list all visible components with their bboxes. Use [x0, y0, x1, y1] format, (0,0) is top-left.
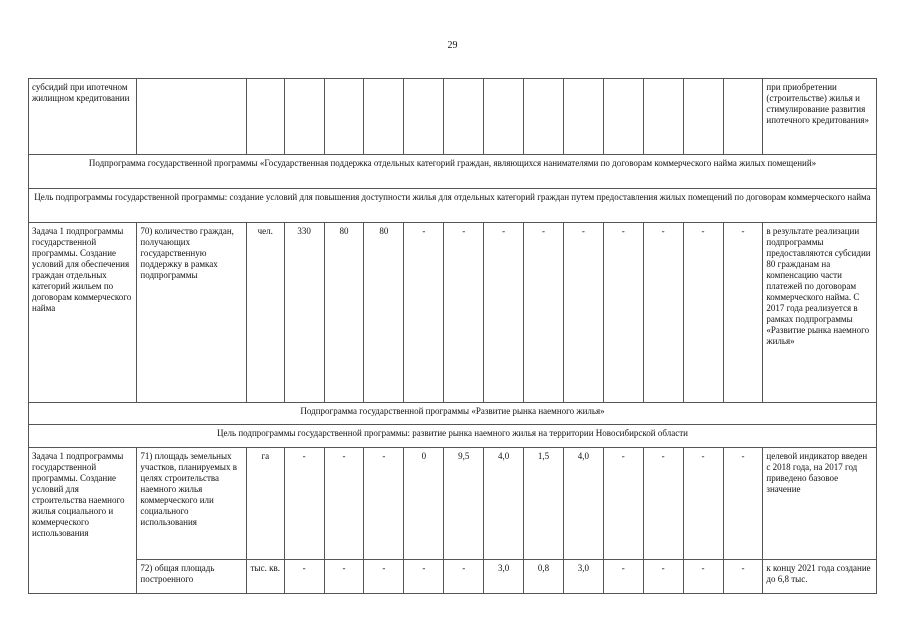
- indicators-table: [28, 78, 877, 594]
- note-cell: в результате реализации подпрограммы предоставляются субсидии 80 гражданам на компенсацию части платежей по договорам коммерческого найма. С 2017 года реализуется в рамках подпрограммы «Развитие рынка наемного жилья»: [763, 223, 877, 403]
- value-cell: -: [683, 223, 723, 403]
- empty-cell: [723, 79, 763, 155]
- value-cell: 80: [324, 223, 364, 403]
- value-cell: -: [603, 448, 643, 560]
- page-number: 29: [447, 40, 458, 51]
- goal-text: Цель подпрограммы государственной программы: создание условий для повышения доступности жилья для отдельных категорий граждан путем предоставления жилых помещений по договорам коммерческого найма: [29, 189, 877, 223]
- empty-cell: [324, 79, 364, 155]
- note-cell: к концу 2021 года создание до 6,8 тыс.: [763, 560, 877, 594]
- table-row: [29, 448, 877, 560]
- empty-cell: [524, 79, 564, 155]
- value-cell: -: [643, 560, 683, 594]
- task-cell: субсидий при ипотечном жилищном кредитовании: [29, 79, 137, 155]
- value-cell: -: [723, 448, 763, 560]
- value-cell: -: [643, 223, 683, 403]
- value-cell: 0: [404, 448, 444, 560]
- task-cell: Задача 1 подпрограммы государственной программы. Создание условий для обеспечения граждан отдельных категорий жильем по договорам коммерческого найма: [29, 223, 137, 403]
- empty-cell: [683, 79, 723, 155]
- empty-cell: [404, 79, 444, 155]
- unit-cell: тыс. кв.: [246, 560, 284, 594]
- table-row: [29, 223, 877, 403]
- value-cell: 0,8: [524, 560, 564, 594]
- value-cell: 4,0: [484, 448, 524, 560]
- value-cell: 1,5: [524, 448, 564, 560]
- subprogram-header-row: [29, 155, 877, 189]
- value-cell: 330: [284, 223, 324, 403]
- unit-cell: га: [246, 448, 284, 560]
- value-cell: -: [404, 560, 444, 594]
- empty-cell: [137, 79, 246, 155]
- unit-cell: чел.: [246, 223, 284, 403]
- value-cell: 3,0: [563, 560, 603, 594]
- goal-text: Цель подпрограммы государственной программы: развитие рынка наемного жилья на территории Новосибирской области: [29, 425, 877, 448]
- value-cell: -: [444, 560, 484, 594]
- value-cell: -: [364, 448, 404, 560]
- table-row: [29, 79, 877, 155]
- goal-row: [29, 425, 877, 448]
- indicator-cell: 71) площадь земельных участков, планируемых в целях строительства наемного жилья коммерческого или социального использования: [137, 448, 246, 560]
- note-cell: целевой индикатор введен с 2018 года, на 2017 год приведено базовое значение: [763, 448, 877, 560]
- value-cell: -: [683, 448, 723, 560]
- subprogram-header-row: [29, 403, 877, 425]
- subprogram-title: Подпрограмма государственной программы «Развитие рынка наемного жилья»: [29, 403, 877, 425]
- empty-cell: [444, 79, 484, 155]
- empty-cell: [364, 79, 404, 155]
- task-cell: Задача 1 подпрограммы государственной программы. Создание условий для строительства наемного жилья социального и коммерческого использования: [29, 448, 137, 594]
- value-cell: -: [404, 223, 444, 403]
- goal-row: [29, 189, 877, 223]
- value-cell: 3,0: [484, 560, 524, 594]
- table-row: [29, 560, 877, 594]
- value-cell: -: [603, 223, 643, 403]
- value-cell: -: [723, 560, 763, 594]
- empty-cell: [284, 79, 324, 155]
- value-cell: -: [643, 448, 683, 560]
- value-cell: 80: [364, 223, 404, 403]
- value-cell: -: [524, 223, 564, 403]
- value-cell: -: [603, 560, 643, 594]
- value-cell: -: [284, 448, 324, 560]
- indicator-cell: 72) общая площадь построенного: [137, 560, 246, 594]
- value-cell: -: [723, 223, 763, 403]
- value-cell: -: [324, 448, 364, 560]
- value-cell: -: [284, 560, 324, 594]
- value-cell: 4,0: [563, 448, 603, 560]
- empty-cell: [246, 79, 284, 155]
- indicator-cell: 70) количество граждан, получающих государственную поддержку в рамках подпрограммы: [137, 223, 246, 403]
- empty-cell: [603, 79, 643, 155]
- value-cell: -: [364, 560, 404, 594]
- empty-cell: [484, 79, 524, 155]
- value-cell: -: [683, 560, 723, 594]
- empty-cell: [643, 79, 683, 155]
- subprogram-title: Подпрограмма государственной программы «Государственная поддержка отдельных категорий граждан, являющихся нанимателями по договорам коммерческого найма жилых помещений»: [29, 155, 877, 189]
- value-cell: -: [444, 223, 484, 403]
- value-cell: -: [563, 223, 603, 403]
- value-cell: -: [324, 560, 364, 594]
- note-cell: при приобретении (строительстве) жилья и стимулирование развития ипотечного кредитования»: [763, 79, 877, 155]
- value-cell: 9,5: [444, 448, 484, 560]
- value-cell: -: [484, 223, 524, 403]
- empty-cell: [563, 79, 603, 155]
